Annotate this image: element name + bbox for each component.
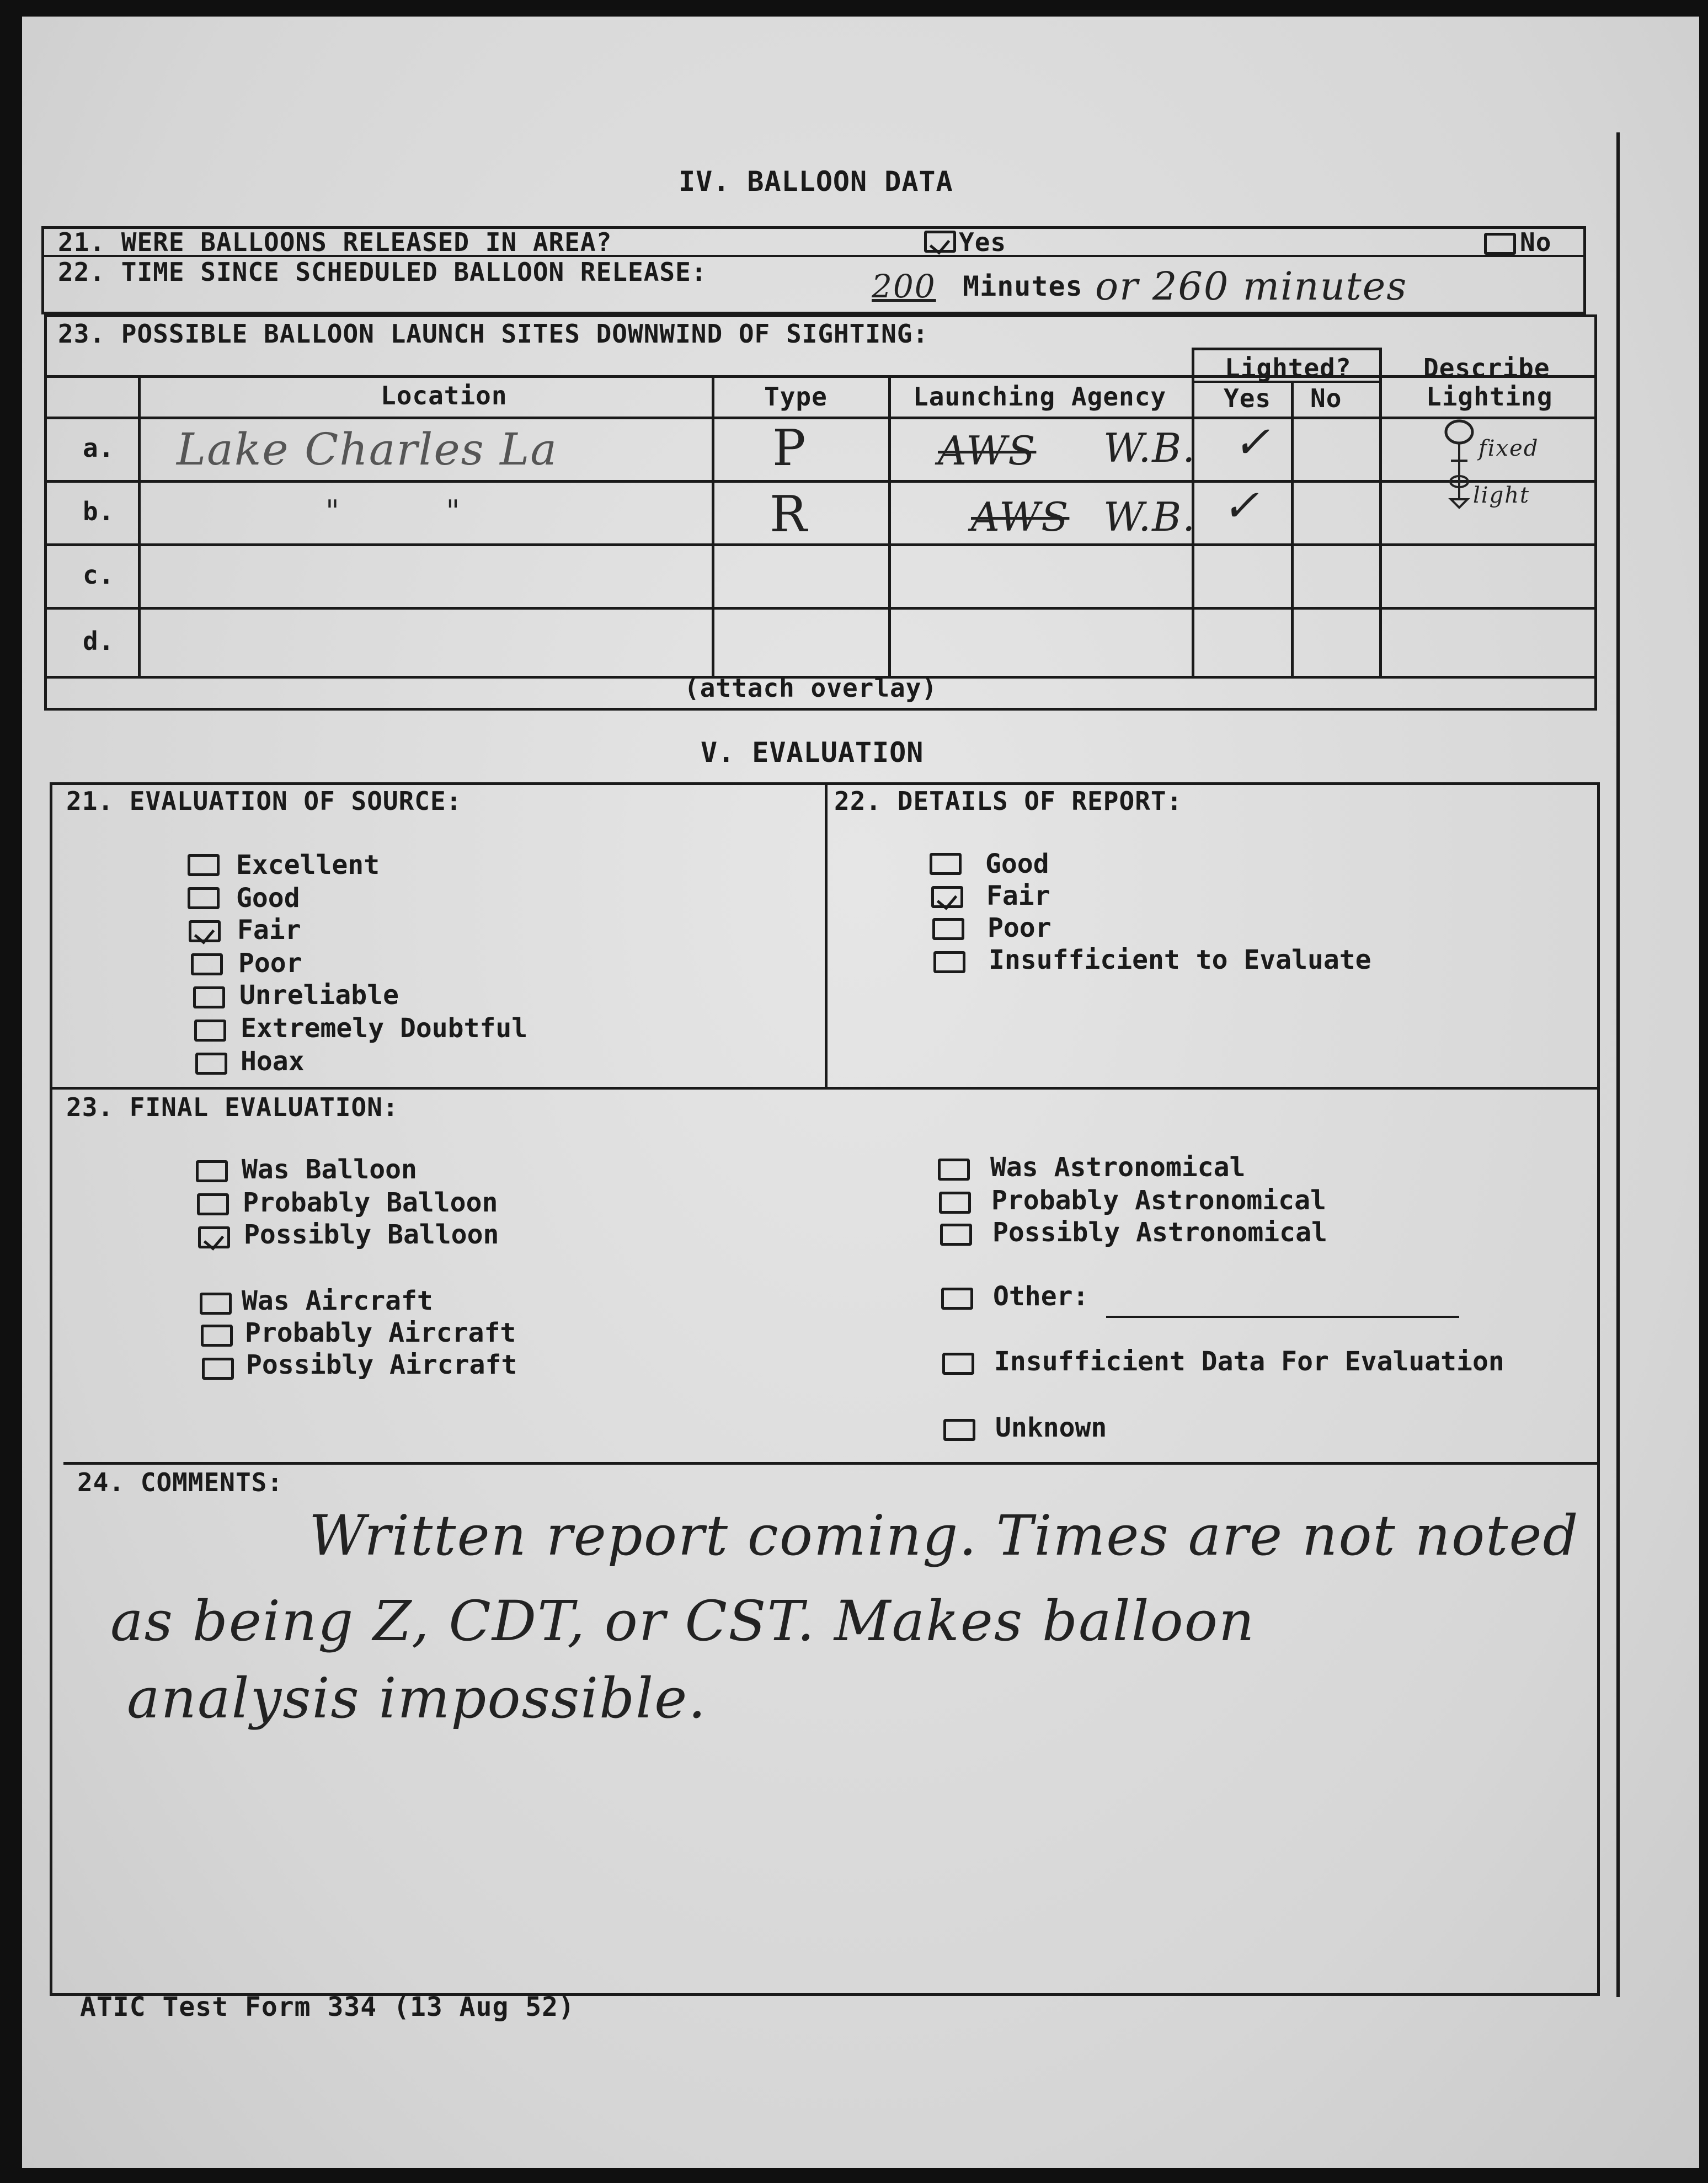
q21-label: 21. WERE BALLOONS RELEASED IN AREA? xyxy=(58,227,612,257)
final-was-balloon-label: Was Balloon xyxy=(242,1154,417,1185)
source-fair-checkbox[interactable] xyxy=(189,920,221,942)
grid xyxy=(44,480,1597,483)
q22-unit: Minutes xyxy=(963,270,1083,302)
q21-no-checkbox[interactable] xyxy=(1484,233,1516,255)
row-letter: b. xyxy=(83,497,115,526)
grid xyxy=(1291,381,1294,679)
details-poor-checkbox[interactable] xyxy=(932,918,964,940)
source-unreliable-label: Unreliable xyxy=(239,980,399,1011)
row-agency: W.B. xyxy=(1103,425,1197,471)
q21-no-label: No xyxy=(1520,227,1552,257)
q23-label: 23. POSSIBLE BALLOON LAUNCH SITES DOWNWIND OF SIGHTING: xyxy=(58,319,929,349)
source-poor-label: Poor xyxy=(238,948,302,979)
comments-line-1: Written report coming. Times are not noted xyxy=(309,1503,1579,1568)
header-lighted: Lighted? xyxy=(1225,353,1352,383)
row-letter: a. xyxy=(83,433,115,463)
final-other-checkbox[interactable] xyxy=(941,1288,973,1310)
details-poor-label: Poor xyxy=(988,912,1052,943)
row-location: " " xyxy=(325,494,461,529)
balloon-sketch xyxy=(1434,417,1484,527)
section-title-evaluation: V. EVALUATION xyxy=(701,736,924,768)
comments-label: 24. COMMENTS: xyxy=(77,1467,284,1497)
row-type: R xyxy=(770,485,808,543)
page-right-border xyxy=(1616,132,1620,1997)
grid xyxy=(888,375,891,679)
source-label: 21. EVALUATION OF SOURCE: xyxy=(66,786,462,816)
final-possibly-astronomical-checkbox[interactable] xyxy=(940,1224,972,1246)
final-was-aircraft-checkbox[interactable] xyxy=(200,1293,232,1315)
final-probably-aircraft-checkbox[interactable] xyxy=(201,1325,233,1347)
divider xyxy=(825,782,828,1088)
q22-handwritten-note: or 260 minutes xyxy=(1095,264,1408,309)
source-poor-checkbox[interactable] xyxy=(191,953,223,975)
details-label: 22. DETAILS OF REPORT: xyxy=(834,786,1183,816)
row-lighted-yes: ✓ xyxy=(1233,417,1272,468)
final-unknown-label: Unknown xyxy=(995,1412,1107,1443)
final-was-astronomical-checkbox[interactable] xyxy=(938,1159,970,1181)
final-insufficient-data-label: Insufficient Data For Evaluation xyxy=(994,1346,1504,1377)
row-lighting: fixed xyxy=(1479,436,1539,461)
source-fair-label: Fair xyxy=(237,915,301,946)
final-probably-astronomical-label: Probably Astronomical xyxy=(991,1185,1326,1216)
q22-label: 22. TIME SINCE SCHEDULED BALLOON RELEASE: xyxy=(58,257,707,287)
source-excellent-label: Excellent xyxy=(236,850,380,880)
final-possibly-balloon-label: Possibly Balloon xyxy=(244,1219,499,1250)
grid xyxy=(138,375,141,679)
grid xyxy=(1379,348,1382,679)
final-unknown-checkbox[interactable] xyxy=(943,1419,975,1441)
header-launching-agency: Launching Agency xyxy=(913,382,1167,412)
row-lighted-yes: ✓ xyxy=(1222,480,1261,531)
grid xyxy=(712,375,714,679)
row-letter: c. xyxy=(83,560,115,590)
source-unreliable-checkbox[interactable] xyxy=(193,986,225,1008)
row-letter: d. xyxy=(83,626,115,656)
section-title-balloon-data: IV. BALLOON DATA xyxy=(679,166,953,198)
details-good-checkbox[interactable] xyxy=(930,853,962,875)
grid xyxy=(44,543,1597,546)
row-type: P xyxy=(772,419,807,477)
final-was-balloon-checkbox[interactable] xyxy=(196,1160,228,1182)
final-possibly-aircraft-label: Possibly Aircraft xyxy=(246,1349,517,1380)
details-fair-label: Fair xyxy=(986,880,1050,911)
grid xyxy=(1192,348,1382,350)
q21-yes-checkbox[interactable] xyxy=(924,231,956,253)
source-excellent-checkbox[interactable] xyxy=(188,854,220,876)
final-was-astronomical-label: Was Astronomical xyxy=(990,1152,1246,1183)
grid xyxy=(44,417,1597,419)
header-lighted-yes: Yes xyxy=(1224,383,1272,413)
final-possibly-aircraft-checkbox[interactable] xyxy=(202,1358,234,1380)
final-evaluation-label: 23. FINAL EVALUATION: xyxy=(66,1092,399,1122)
divider xyxy=(63,1462,1600,1465)
form-number-footer: ATIC Test Form 334 (13 Aug 52) xyxy=(80,1992,575,2022)
details-fair-checkbox[interactable] xyxy=(931,886,963,908)
source-hoax-label: Hoax xyxy=(241,1046,305,1077)
q22-value: 200 xyxy=(872,268,936,305)
final-possibly-astronomical-label: Possibly Astronomical xyxy=(992,1217,1327,1248)
final-probably-astronomical-checkbox[interactable] xyxy=(939,1192,971,1214)
details-good-label: Good xyxy=(985,848,1049,879)
final-insufficient-data-checkbox[interactable] xyxy=(942,1353,974,1375)
grid xyxy=(44,607,1597,610)
launch-sites-table xyxy=(44,375,1597,679)
q21-yes-label: Yes xyxy=(959,227,1007,257)
row-agency-struck: AWS xyxy=(971,494,1070,540)
final-possibly-balloon-checkbox[interactable] xyxy=(198,1226,230,1248)
header-lighted-no: No xyxy=(1310,383,1342,413)
source-good-label: Good xyxy=(236,883,300,914)
row-agency: W.B. xyxy=(1103,494,1197,540)
header-location: Location xyxy=(381,381,508,410)
row-lighting: light xyxy=(1473,483,1530,508)
row-agency-struck: AWS xyxy=(938,428,1037,474)
final-probably-balloon-label: Probably Balloon xyxy=(243,1187,498,1218)
comments-line-3: analysis impossible. xyxy=(127,1666,707,1731)
final-other-label: Other: xyxy=(993,1281,1089,1312)
header-lighting: Lighting xyxy=(1426,382,1553,412)
source-good-checkbox[interactable] xyxy=(188,887,220,909)
header-describe: Describe xyxy=(1423,353,1550,383)
final-was-aircraft-label: Was Aircraft xyxy=(242,1285,433,1316)
source-extremely-doubtful-checkbox[interactable] xyxy=(194,1020,226,1042)
details-insufficient-label: Insufficient to Evaluate xyxy=(989,944,1371,975)
other-fill-line[interactable] xyxy=(1106,1316,1459,1318)
comments-line-2: as being Z, CDT, or CST. Makes balloon xyxy=(110,1589,1256,1653)
divider xyxy=(50,1087,1600,1090)
row-location: Lake Charles La xyxy=(177,424,558,475)
final-probably-aircraft-label: Probably Aircraft xyxy=(245,1317,516,1348)
attach-overlay-note: (attach overlay) xyxy=(684,673,938,703)
source-extremely-doubtful-label: Extremely Doubtful xyxy=(241,1013,528,1044)
header-type: Type xyxy=(764,382,828,412)
source-hoax-checkbox[interactable] xyxy=(195,1053,227,1075)
details-insufficient-checkbox[interactable] xyxy=(933,951,965,973)
final-probably-balloon-checkbox[interactable] xyxy=(197,1193,229,1215)
